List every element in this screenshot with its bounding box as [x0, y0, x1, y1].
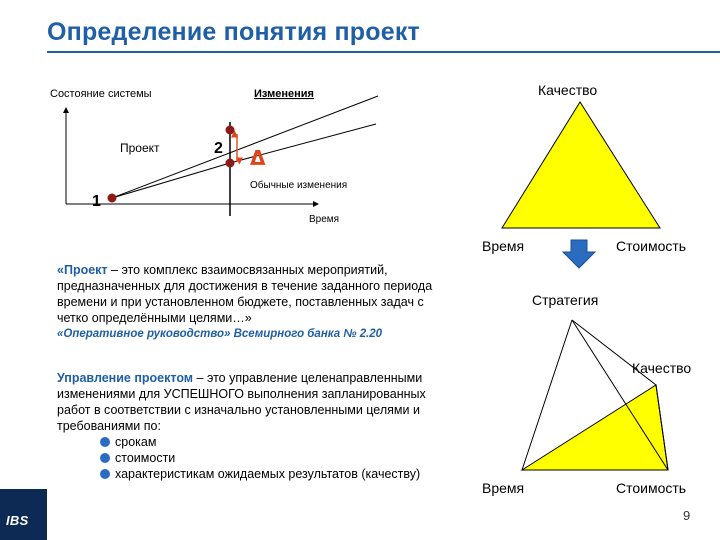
pyramid-quality-label: Качество — [632, 360, 692, 376]
point-1 — [108, 194, 117, 203]
time-axis-label: Время — [309, 214, 340, 225]
usual-changes-label: Обычные изменения — [250, 180, 348, 191]
slide-title: Определение понятия проект — [47, 18, 420, 46]
list-item — [100, 450, 420, 466]
bullet-dot-icon — [100, 469, 110, 479]
changes-label: Изменения — [254, 88, 314, 100]
pyramid-cost-label: Стоимость — [616, 480, 687, 496]
triangle-quality-label: Качество — [538, 82, 598, 98]
definition2-line4: требованиями по: — [57, 419, 161, 433]
requirements-list — [100, 434, 420, 482]
triangle-cost-label: Стоимость — [616, 238, 687, 254]
project-management-term: Управление проектом — [57, 371, 194, 385]
project-definition — [57, 262, 432, 342]
project-management-definition — [57, 370, 426, 434]
pyramid-strategy-label: Стратегия — [532, 292, 599, 308]
definition1-line3: времени и при установленном бюджете, поставленных задач с — [57, 295, 424, 309]
project-line — [112, 163, 230, 198]
definition2-line3: работ в соответствии с изначально установленными целями и — [57, 403, 420, 417]
definition1-line1: – это комплекс взаимосвязанных мероприятий, — [107, 263, 388, 277]
definition1-line4: четко определёнными целями…» — [57, 311, 252, 325]
point-1-label: 1 — [92, 193, 101, 210]
definition2-line2: изменениями для УСПЕШНОГО выполнения запланированных — [57, 387, 426, 401]
quality-triangle — [502, 102, 660, 228]
pyramid-time-label: Время — [482, 480, 525, 496]
triangle-time-label: Время — [482, 238, 525, 254]
bullet-dot-icon — [100, 453, 110, 463]
point-2-label: 2 — [214, 140, 223, 157]
delta-label: Δ — [250, 146, 266, 170]
page-number: 9 — [683, 508, 691, 523]
point-2-upper — [226, 126, 235, 135]
definition1-line2: предназначенных для достижения в течение заданного периода — [57, 279, 433, 293]
definition1-source: «Оперативное руководство» Всемирного банка № 2.20 — [57, 328, 383, 340]
list-item-label: характеристикам ожидаемых результатов (качеству) — [115, 467, 421, 481]
bullet-dot-icon — [100, 437, 110, 447]
list-item — [100, 434, 420, 450]
project-term: Проект — [63, 263, 108, 277]
project-label: Проект — [120, 141, 160, 155]
point-2-lower — [226, 159, 235, 168]
company-logo: IBS — [6, 513, 29, 528]
definition2-line1: – это управление целенаправленными — [193, 371, 423, 385]
list-item-label: стоимости — [115, 451, 176, 465]
state-axis-label: Состояние системы — [50, 88, 152, 100]
list-item — [100, 466, 420, 482]
down-arrow-icon — [563, 240, 595, 268]
list-item-label: срокам — [115, 435, 157, 449]
quote-open: « — [57, 263, 64, 277]
pyramid-face-yellow — [522, 385, 668, 470]
